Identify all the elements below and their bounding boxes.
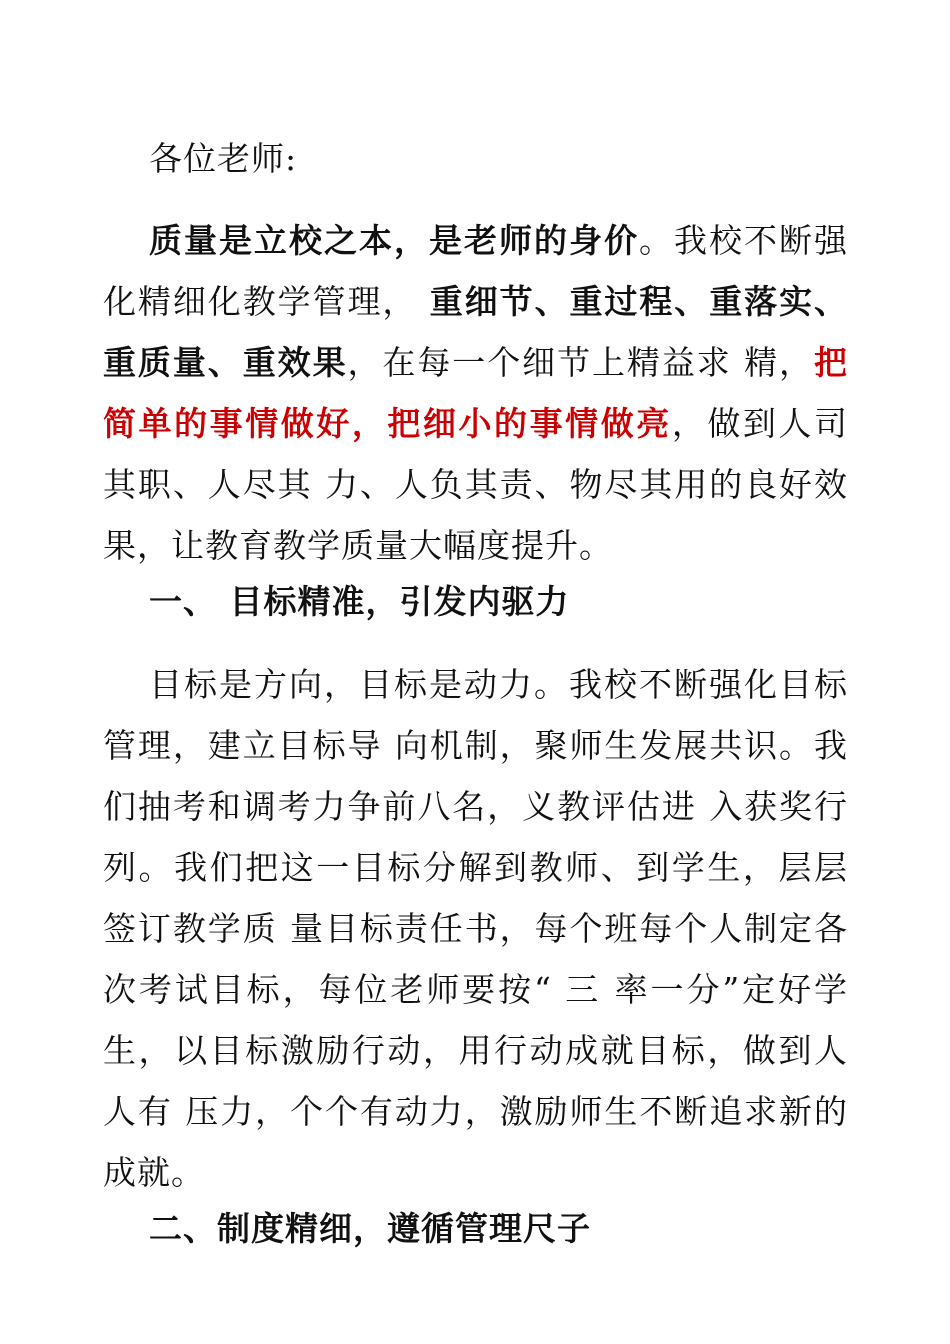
text-segment: 。我校不断强化精细化教学管理，	[103, 221, 848, 321]
paragraph-quality	[103, 210, 848, 576]
text-segment: ，在每一个细节上精益求 精，	[347, 343, 814, 382]
text-segment: ，做到人司其职、人尽其 力、人负其责、物尽其用的良好效果，让教育教学质量大幅度提升。	[103, 404, 849, 565]
bold-statement: 质量是立校之本，是老师的身价	[149, 221, 639, 260]
section-heading-2: 二、制度精细，遵循管理尺子	[149, 1209, 591, 1248]
bold-emphasis: 重细节、重过程、重落实、重质量、重效果	[103, 282, 848, 382]
section-heading-1: 一、 目标精准，引发内驱力	[149, 582, 570, 621]
salutation: 各位老师:	[149, 139, 298, 178]
paragraph-goals: 目标是方向，目标是动力。我校不断强化目标管理，建立目标导 向机制，聚师生发展共识。我们抽考和调考力争前八名，义教评估进 入获奖行列。我们把这一目标分解到教师、到学生，层层签订教学质 量目标责任书，每个班每个人制定各次考试目标，每位老师要按“ 三 率一分”定好学生，以目标激励行动，用行动成就目标，做到人人有 压力，个个有动力，激励师生不断追求新的成就。	[103, 665, 848, 1192]
red-emphasis: 把简单的事情做好，把细小的事情做亮	[103, 343, 848, 443]
